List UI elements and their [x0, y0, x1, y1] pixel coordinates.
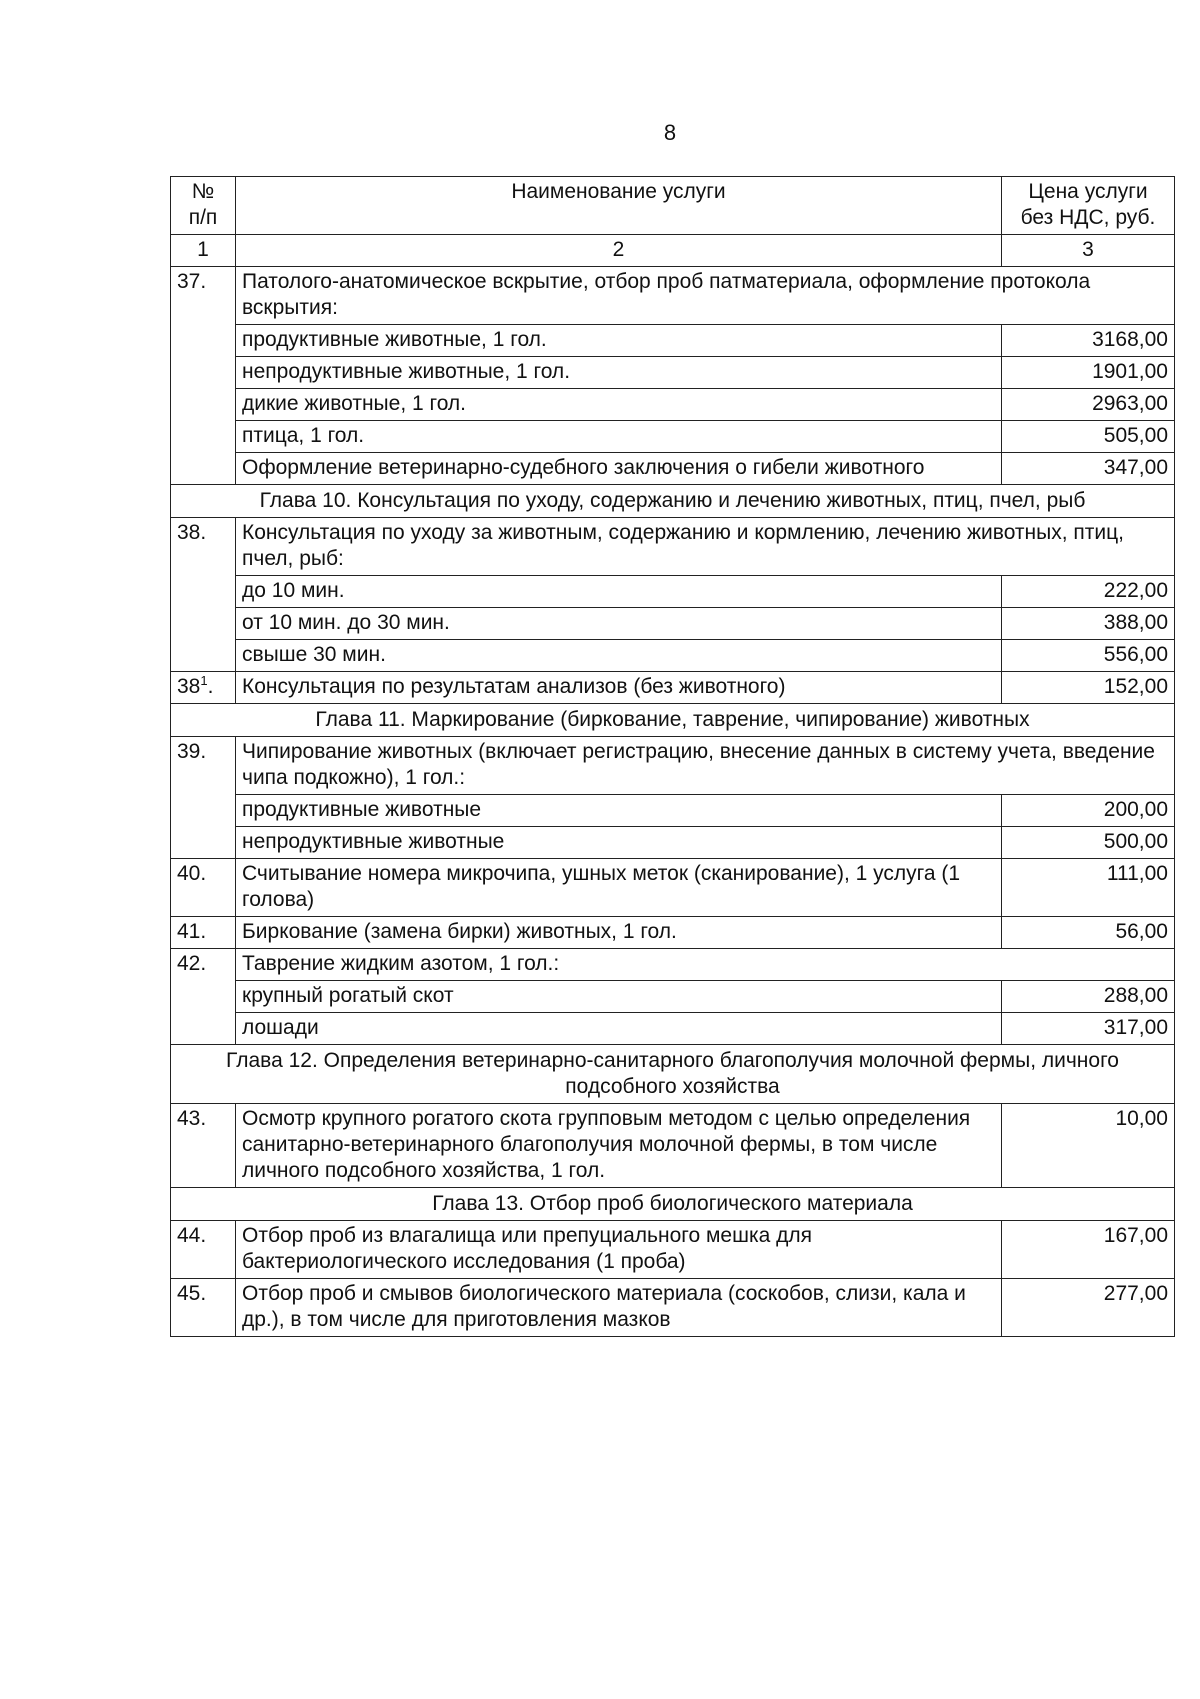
- chapter-heading: Глава 12. Определения ветеринарно-санитарного благополучия молочной фермы, личного подсобного хозяйства: [171, 1045, 1175, 1104]
- service-name: Биркование (замена бирки) животных, 1 гол.: [236, 917, 1002, 949]
- table-row: [171, 389, 1175, 421]
- service-name: Считывание номера микрочипа, ушных меток (сканирование), 1 услуга (1 голова): [236, 859, 1002, 917]
- service-name: непродуктивные животные: [236, 827, 1002, 859]
- service-name: свыше 30 мин.: [236, 640, 1002, 672]
- header-service-name: Наименование услуги: [236, 177, 1002, 235]
- item-number: 41.: [171, 917, 236, 949]
- service-name: Консультация по результатам анализов (без животного): [236, 672, 1002, 704]
- item-number: 43.: [171, 1104, 236, 1188]
- service-name: Оформление ветеринарно-судебного заключения о гибели животного: [236, 453, 1002, 485]
- item-number: 38.: [171, 518, 236, 672]
- table-row: [171, 640, 1175, 672]
- table-row: [171, 357, 1175, 389]
- table-row: [171, 453, 1175, 485]
- service-price: 317,00: [1002, 1013, 1175, 1045]
- table-row: [171, 672, 1175, 704]
- table-row: [171, 608, 1175, 640]
- table-row: [171, 325, 1175, 357]
- service-name: непродуктивные животные, 1 гол.: [236, 357, 1002, 389]
- table-row: [171, 518, 1175, 576]
- item-title: Патолого-анатомическое вскрытие, отбор проб патматериала, оформление протокола вскрытия:: [236, 267, 1175, 325]
- table-row: [171, 421, 1175, 453]
- chapter-row: [171, 704, 1175, 737]
- service-price: 167,00: [1002, 1221, 1175, 1279]
- service-name: крупный рогатый скот: [236, 981, 1002, 1013]
- service-name: Отбор проб из влагалища или препуциального мешка для бактериологического исследования (1 проба): [236, 1221, 1002, 1279]
- table-row: [171, 1221, 1175, 1279]
- service-price: 111,00: [1002, 859, 1175, 917]
- service-price: 556,00: [1002, 640, 1175, 672]
- item-title: Консультация по уходу за животным, содержанию и кормлению, лечению животных, птиц, пчел, рыб:: [236, 518, 1175, 576]
- service-name: продуктивные животные: [236, 795, 1002, 827]
- service-price: 200,00: [1002, 795, 1175, 827]
- table-row: [171, 981, 1175, 1013]
- item-number: $38^1$.: [171, 672, 236, 704]
- chapter-row: [171, 485, 1175, 518]
- table-row: [171, 827, 1175, 859]
- item-number: 42.: [171, 949, 236, 1045]
- table-row: [171, 1279, 1175, 1337]
- item-number: 37.: [171, 267, 236, 485]
- item-number: 45.: [171, 1279, 236, 1337]
- service-price: 388,00: [1002, 608, 1175, 640]
- service-price: 3168,00: [1002, 325, 1175, 357]
- service-price: 500,00: [1002, 827, 1175, 859]
- table-row: [171, 949, 1175, 981]
- table-row: [171, 267, 1175, 325]
- item-title: Таврение жидким азотом, 1 гол.:: [236, 949, 1175, 981]
- service-name: Отбор проб и смывов биологического материала (соскобов, слизи, кала и др.), в том числе для приготовления мазков: [236, 1279, 1002, 1337]
- table-row: [171, 576, 1175, 608]
- page-number: 8: [663, 120, 677, 145]
- price-table: [170, 176, 1175, 1337]
- service-name: Осмотр крупного рогатого скота групповым методом с целью определения санитарно-ветеринарного благополучия молочной фермы, в том числе личного подсобного хозяйства, 1 гол.: [236, 1104, 1002, 1188]
- item-number: 44.: [171, 1221, 236, 1279]
- service-name: птица, 1 гол.: [236, 421, 1002, 453]
- header-number: № п/п: [171, 177, 236, 235]
- column-index-row: 1 2 3: [171, 235, 1175, 267]
- table-row: [171, 859, 1175, 917]
- table-row: [171, 917, 1175, 949]
- header-price: Цена услуги без НДС, руб.: [1002, 177, 1175, 235]
- chapter-heading: Глава 13. Отбор проб биологического материала: [171, 1188, 1175, 1221]
- service-price: 152,00: [1002, 672, 1175, 704]
- table-row: [171, 795, 1175, 827]
- service-price: 505,00: [1002, 421, 1175, 453]
- service-price: 347,00: [1002, 453, 1175, 485]
- service-price: 2963,00: [1002, 389, 1175, 421]
- service-price: 222,00: [1002, 576, 1175, 608]
- service-name: до 10 мин.: [236, 576, 1002, 608]
- table-row: [171, 1013, 1175, 1045]
- chapter-row: [171, 1188, 1175, 1221]
- service-price: 10,00: [1002, 1104, 1175, 1188]
- service-name: дикие животные, 1 гол.: [236, 389, 1002, 421]
- item-number: 40.: [171, 859, 236, 917]
- item-title: Чипирование животных (включает регистрацию, внесение данных в систему учета, введение чипа подкожно), 1 гол.:: [236, 737, 1175, 795]
- service-price: 56,00: [1002, 917, 1175, 949]
- table-row: [171, 1104, 1175, 1188]
- item-number: 39.: [171, 737, 236, 859]
- service-name: продуктивные животные, 1 гол.: [236, 325, 1002, 357]
- chapter-heading: Глава 10. Консультация по уходу, содержанию и лечению животных, птиц, пчел, рыб: [171, 485, 1175, 518]
- service-name: лошади: [236, 1013, 1002, 1045]
- service-name: от 10 мин. до 30 мин.: [236, 608, 1002, 640]
- chapter-heading: Глава 11. Маркирование (биркование, таврение, чипирование) животных: [171, 704, 1175, 737]
- service-price: 277,00: [1002, 1279, 1175, 1337]
- service-price: 288,00: [1002, 981, 1175, 1013]
- chapter-row: [171, 1045, 1175, 1104]
- table-header-row: [171, 177, 1175, 235]
- table-row: [171, 737, 1175, 795]
- service-price: 1901,00: [1002, 357, 1175, 389]
